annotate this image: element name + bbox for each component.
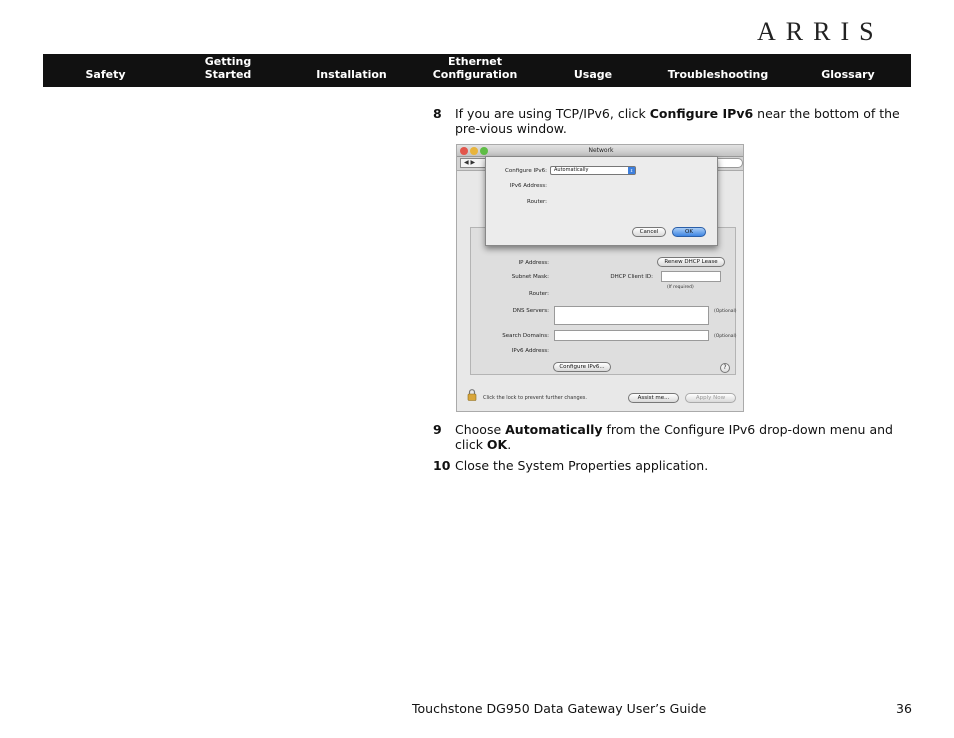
tcpip-panel — [470, 227, 736, 375]
lock-icon[interactable] — [467, 389, 477, 401]
optional-note: (Optional) — [714, 309, 737, 314]
router-label: Router: — [529, 291, 549, 297]
search-domains-label: Search Domains: — [502, 333, 549, 339]
lock-instruction: Click the lock to prevent further changes. — [483, 395, 587, 401]
nav-usage[interactable]: Usage — [573, 68, 613, 81]
popup-arrows-icon: ⇕ — [629, 168, 634, 173]
nav-troubleshooting[interactable]: Troubleshooting — [667, 68, 769, 81]
configure-ipv6-sheet — [485, 156, 718, 246]
back-forward-icon[interactable]: ◀ ▶ — [460, 158, 486, 168]
ip-address-label: IP Address: — [518, 260, 549, 266]
apply-now-button[interactable]: Apply Now — [685, 393, 736, 403]
if-required-note: (If required) — [667, 285, 694, 290]
step-text: Choose Automatically from the Configure IPv6 drop-down menu and click OK. — [455, 422, 893, 452]
nav-glossary[interactable]: Glossary — [821, 68, 875, 81]
arris-logo — [757, 18, 913, 44]
footer-document-title: Touchstone DG950 Data Gateway User’s Guide — [412, 701, 707, 716]
nav-safety[interactable]: Safety — [85, 68, 126, 81]
configure-ipv6-label: Configure IPv6: — [505, 168, 547, 174]
help-icon[interactable]: ? — [720, 363, 730, 373]
optional-note: (Optional) — [714, 334, 737, 339]
ipv6-address-label: IPv6 Address: — [511, 348, 549, 354]
dhcp-client-id-field[interactable] — [661, 271, 721, 282]
nav-installation[interactable]: Installation — [316, 68, 387, 81]
ok-button[interactable]: OK — [672, 227, 706, 237]
subnet-mask-label: Subnet Mask: — [511, 274, 549, 280]
step-number: 8 — [433, 106, 442, 121]
svg-text:ARRIS: ARRIS — [757, 18, 884, 44]
dns-servers-label: DNS Servers: — [512, 308, 549, 314]
window-title: Network — [588, 147, 614, 154]
step-text: Close the System Properties application. — [455, 458, 709, 473]
step-9 — [433, 422, 913, 454]
step-number: 10 — [433, 458, 451, 473]
step-10 — [433, 458, 913, 474]
ipv6-address-label: IPv6 Address: — [509, 183, 547, 189]
nav-ethernet-configuration[interactable]: Ethernet Configuration — [432, 55, 518, 81]
search-domains-field[interactable] — [554, 330, 709, 341]
network-preferences-screenshot — [456, 144, 744, 412]
configure-ipv6-popup[interactable]: Automatically ⇕ — [550, 166, 636, 175]
dns-servers-field[interactable] — [554, 306, 709, 325]
configure-ipv6-button[interactable]: Configure IPv6... — [553, 362, 611, 372]
dhcp-client-id-label: DHCP Client ID: — [610, 274, 653, 280]
step-8 — [433, 106, 913, 138]
page-number: 36 — [896, 701, 912, 716]
nav-getting-started[interactable]: Getting Started — [204, 55, 252, 81]
step-text: If you are using TCP/IPv6, click Configure IPv6 near the bottom of the pre-vious window. — [455, 106, 900, 136]
router-label: Router: — [527, 199, 547, 205]
top-navigation — [43, 54, 911, 87]
renew-dhcp-button[interactable]: Renew DHCP Lease — [657, 257, 725, 267]
cancel-button[interactable]: Cancel — [632, 227, 666, 237]
assist-me-button[interactable]: Assist me... — [628, 393, 679, 403]
step-number: 9 — [433, 422, 442, 437]
